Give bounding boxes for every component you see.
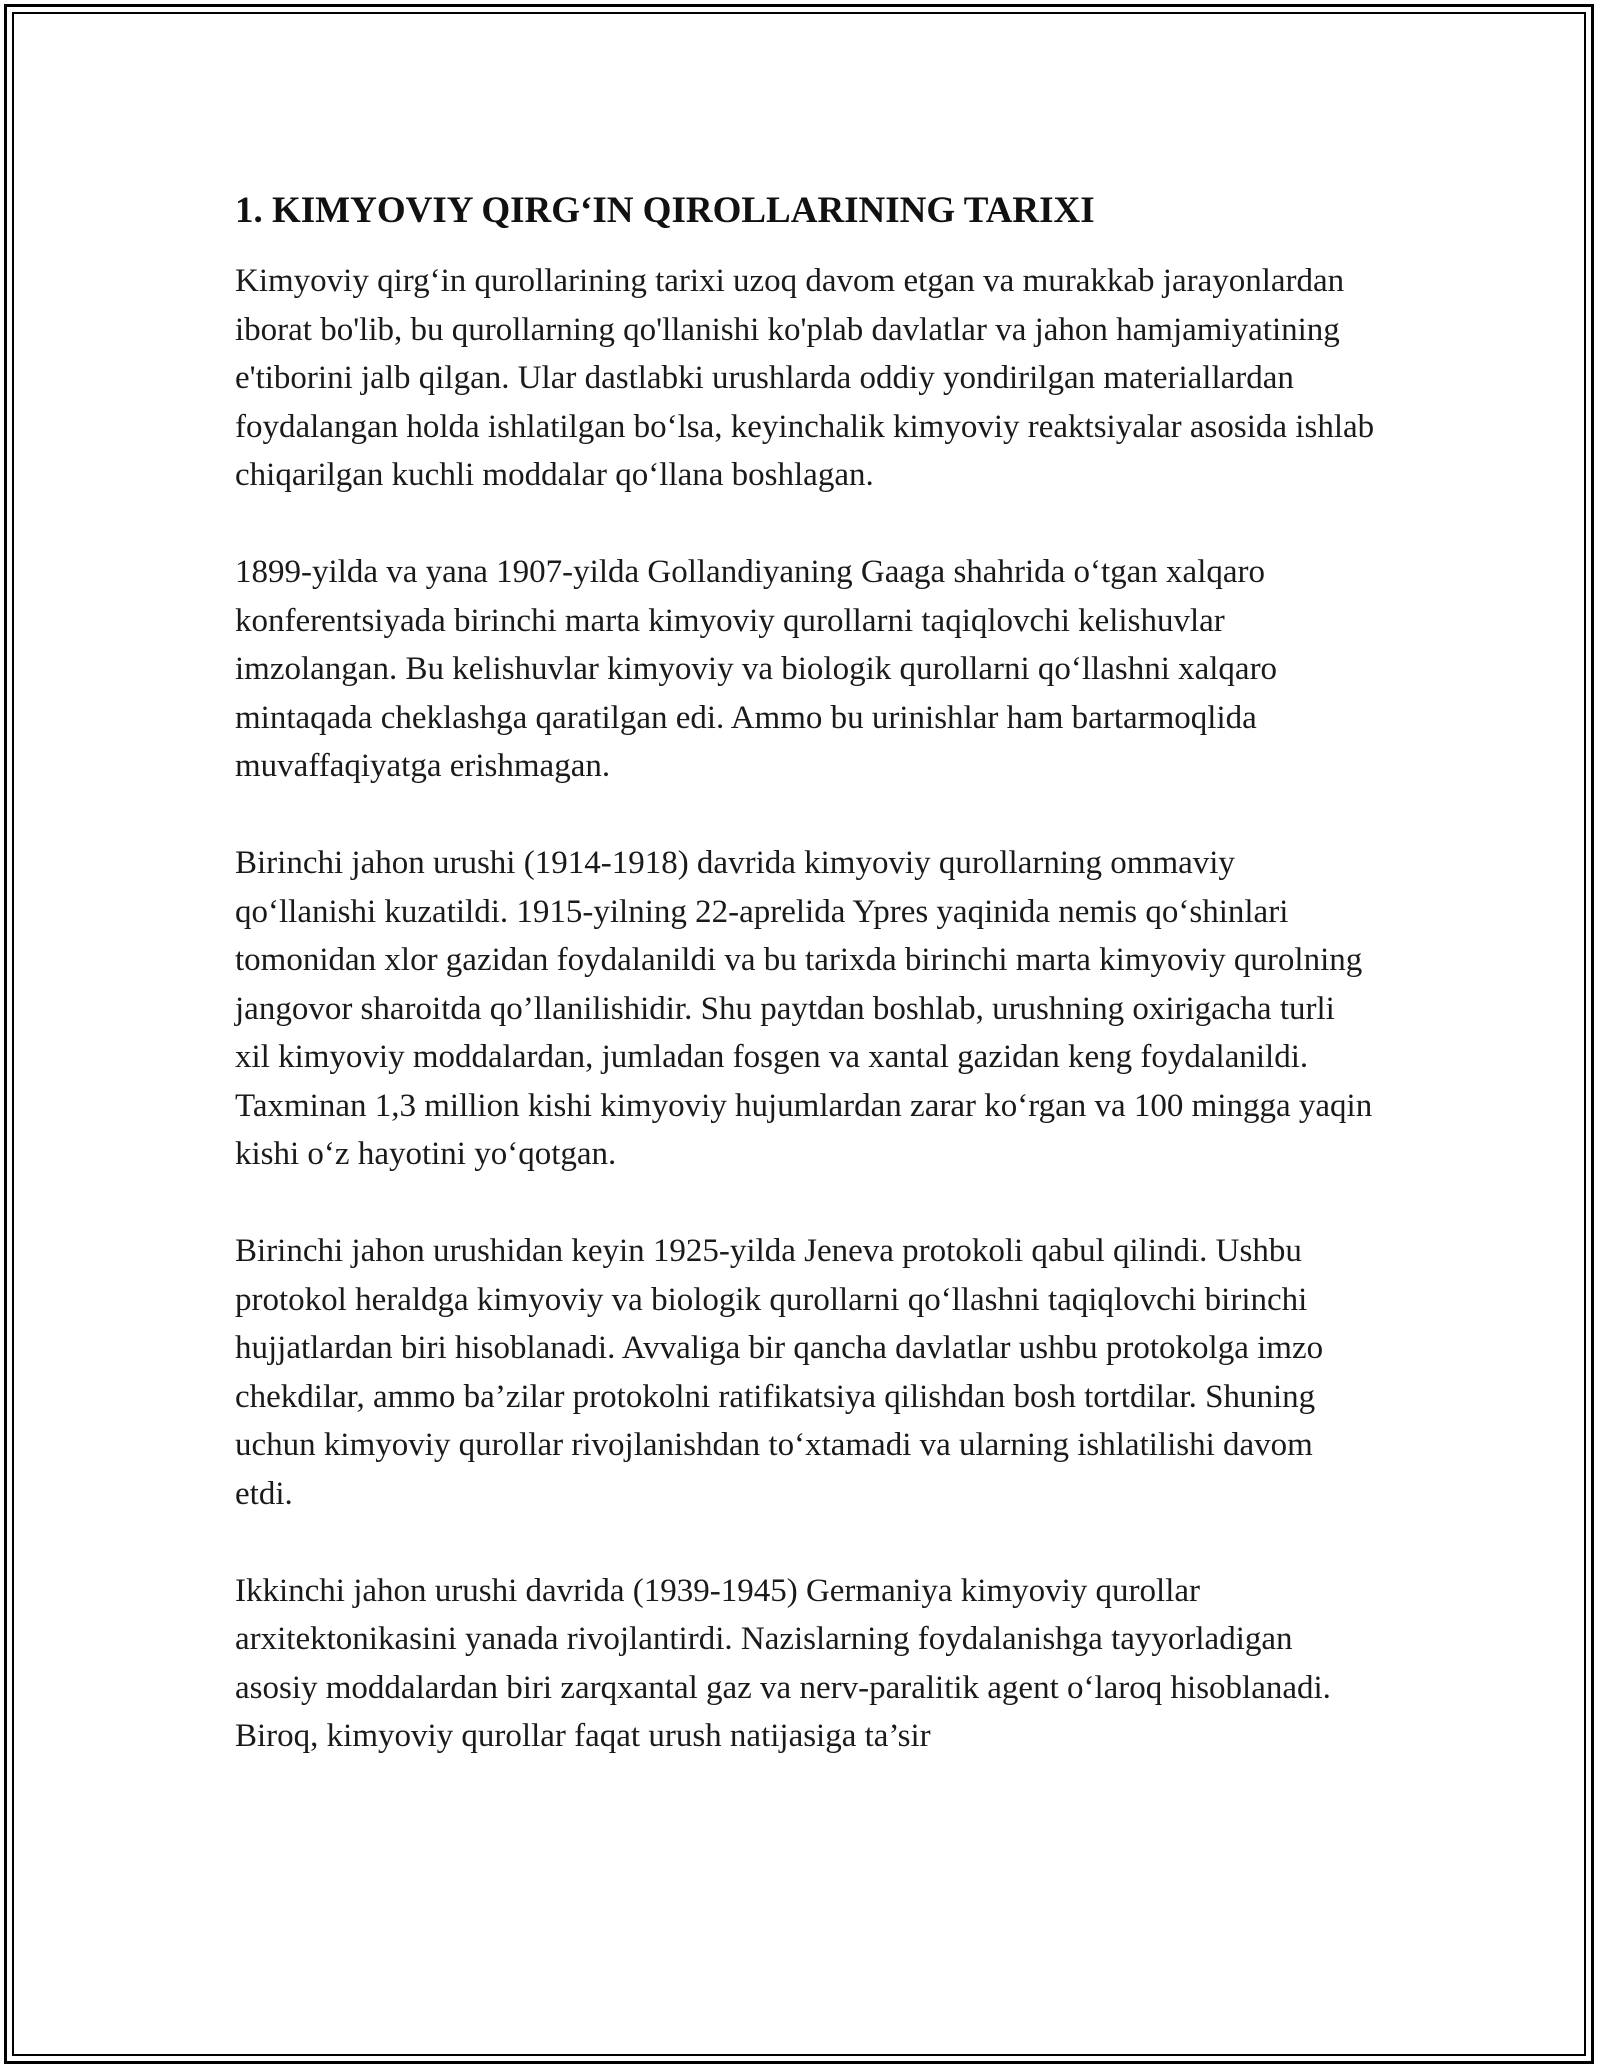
paragraph-3: Birinchi jahon urushi (1914-1918) davrida kimyoviy qurollarning ommaviy qo‘llanishi kuzatildi. 1915-yilning 22-aprelida Ypres yaqinida nemis qo‘shinlari tomonidan xlor gazidan foydalanildi va bu tarixda birinchi marta kimyoviy qurolning jangovor sharoitda qo’llanilishidir. Shu paytdan boshlab, urushning oxirigacha turli xil kimyoviy moddalardan, jumladan fosgen va xantal gazidan keng foydalanildi. Taxminan 1,3 million kishi kimyoviy hujumlardan zarar ko‘rgan va 100 mingga yaqin kishi o‘z hayotini yo‘qotgan. (235, 845, 1373, 1172)
document-body (235, 187, 1375, 1761)
paragraph-1: Kimyoviy qirg‘in qurollarining tarixi uzoq davom etgan va murakkab jarayonlardan iborat bo'lib, bu qurollarning qo'llanishi ko'plab davlatlar va jahon hamjamiyatining e'tiborini jalb qilgan. Ular dastlabki urushlarda oddiy yondirilgan materiallardan foydalangan holda ishlatilgan bo‘lsa, keyinchalik kimyoviy reaktsiyalar asosida ishlab chiqarilgan kuchli moddalar qo‘llana boshlagan. (235, 263, 1375, 493)
paragraph-4: Birinchi jahon urushidan keyin 1925-yilda Jeneva protokoli qabul qilindi. Ushbu protokol heraldga kimyoviy va biologik qurollarni qo‘llashni taqiqlovchi birinchi hujjatlardan biri hisoblanadi. Avvaliga bir qancha davlatlar ushbu protokolga imzo chekdilar, ammo ba’zilar protokolni ratifikatsiya qilishdan bosh tortdilar. Shuning uchun kimyoviy qurollar rivojlanishdan to‘xtamadi va ularning ishlatilishi davom etdi. (235, 1233, 1324, 1512)
paragraph-2: 1899-yilda va yana 1907-yilda Gollandiyaning Gaaga shahrida o‘tgan xalqaro konferentsiyada birinchi marta kimyoviy qurollarni taqiqlovchi kelishuvlar imzolangan. Bu kelishuvlar kimyoviy va biologik qurollarni qo‘llashni xalqaro mintaqada cheklashga qaratilgan edi. Ammo bu urinishlar ham bartarmoqlida muvaffaqiyatga erishmagan. (235, 554, 1278, 784)
paragraph-5: Ikkinchi jahon urushi davrida (1939-1945) Germaniya kimyoviy qurollar arxitektonikasini yanada rivojlantirdi. Nazislarning foydalanishga tayyorladigan asosiy moddalardan biri zarqxantal gaz va nerv-paralitik agent o‘laroq hisoblanadi. Biroq, kimyoviy qurollar faqat urush natijasiga ta’sir (235, 1572, 1331, 1754)
section-heading: 1. KIMYOVIY QIRG‘IN QIROLLARINING TARIXI (235, 190, 1095, 231)
